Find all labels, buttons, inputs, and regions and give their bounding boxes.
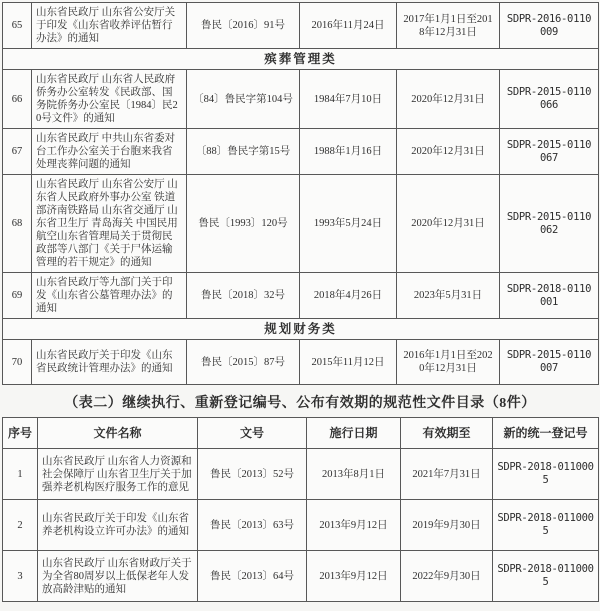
- cell-valid-until: 2017年1月1日至2018年12月31日: [397, 3, 500, 49]
- cell-valid-until: 2022年9月30日: [401, 551, 493, 602]
- column-header-valid: 有效期至: [401, 418, 493, 449]
- cell-document-number: 鲁民〔2013〕64号: [198, 551, 307, 602]
- column-header-date: 施行日期: [307, 418, 401, 449]
- table-row: [3, 70, 599, 129]
- category-section-row: [3, 49, 599, 70]
- category-section-label: 规划财务类: [3, 319, 599, 340]
- cell-registration-number: SDPR-2018-0110001: [500, 273, 599, 319]
- cell-valid-until: 2016年1月1日至2020年12月31日: [397, 340, 500, 385]
- cell-document-number: 鲁民〔1993〕120号: [187, 175, 300, 273]
- column-header-name: 文件名称: [38, 418, 198, 449]
- table-row: [3, 340, 599, 385]
- category-section-row: [3, 319, 599, 340]
- cell-implementation-date: 2015年11月12日: [300, 340, 397, 385]
- cell-file-name: 山东省民政厅 山东省人力资源和社会保障厅 山东省卫生厅关于加强养老机构医疗服务工作的意见: [38, 449, 198, 500]
- cell-implementation-date: 2018年4月26日: [300, 273, 397, 319]
- cell-valid-until: 2020年12月31日: [397, 175, 500, 273]
- cell-sequence-number: 65: [3, 3, 32, 49]
- cell-registration-number: SDPR-2015-0110067: [500, 129, 599, 175]
- cell-document-number: 鲁民〔2013〕63号: [198, 500, 307, 551]
- cell-registration-number: SDPR-2018-0110005: [493, 500, 599, 551]
- category-section-label: 殡葬管理类: [3, 49, 599, 70]
- cell-sequence-number: 69: [3, 273, 32, 319]
- cell-registration-number: SDPR-2015-0110066: [500, 70, 599, 129]
- cell-registration-number: SDPR-2018-0110005: [493, 551, 599, 602]
- cell-implementation-date: 2013年9月12日: [307, 500, 401, 551]
- cell-file-name: 山东省民政厅关于印发《山东省养老机构设立许可办法》的通知: [38, 500, 198, 551]
- cell-file-name: 山东省民政厅 山东省公安厅关于印发《山东省收养评估暂行办法》的通知: [32, 3, 187, 49]
- table2-renewed-registration-files-table: [2, 417, 599, 602]
- cell-registration-number: SDPR-2018-0110005: [493, 449, 599, 500]
- column-header-doc: 文号: [198, 418, 307, 449]
- cell-registration-number: SDPR-2016-0110009: [500, 3, 599, 49]
- table-row: [3, 129, 599, 175]
- cell-sequence-number: 66: [3, 70, 32, 129]
- cell-registration-number: SDPR-2015-0110062: [500, 175, 599, 273]
- cell-valid-until: 2020年12月31日: [397, 129, 500, 175]
- table-header-row: [3, 418, 599, 449]
- cell-document-number: 鲁民〔2018〕32号: [187, 273, 300, 319]
- table-row: [3, 500, 599, 551]
- table2-title: （表二）继续执行、重新登记编号、公布有效期的规范性文件目录（8件）: [64, 396, 536, 411]
- cell-implementation-date: 2013年9月12日: [307, 551, 401, 602]
- cell-registration-number: SDPR-2015-0110007: [500, 340, 599, 385]
- cell-valid-until: 2021年7月31日: [401, 449, 493, 500]
- cell-file-name: 山东省民政厅关于印发《山东省民政统计管理办法》的通知: [32, 340, 187, 385]
- table-row: [3, 3, 599, 49]
- cell-valid-until: 2023年5月31日: [397, 273, 500, 319]
- cell-document-number: 〔84〕鲁民字第104号: [187, 70, 300, 129]
- cell-sequence-number: 2: [3, 500, 38, 551]
- cell-file-name: 山东省民政厅 山东省公安厅 山东省人民政府外事办公室 铁道部济南铁路局 山东省交通厅 山东省卫生厅 青岛海关 中国民用航空山东省管理局关于贯彻民政部等八部门《关于尸体运输管理的若干规定》的通知: [32, 175, 187, 273]
- cell-sequence-number: 1: [3, 449, 38, 500]
- cell-file-name: 山东省民政厅 山东省财政厅关于为全省80周岁以上低保老年人发放高龄津贴的通知: [38, 551, 198, 602]
- cell-document-number: 鲁民〔2015〕87号: [187, 340, 300, 385]
- cell-document-number: 〔88〕鲁民字第15号: [187, 129, 300, 175]
- cell-sequence-number: 3: [3, 551, 38, 602]
- cell-sequence-number: 67: [3, 129, 32, 175]
- column-header-no: 序号: [3, 418, 38, 449]
- table-row: [3, 273, 599, 319]
- cell-file-name: 山东省民政厅等九部门关于印发《山东省公墓管理办法》的通知: [32, 273, 187, 319]
- table-row: [3, 449, 599, 500]
- cell-valid-until: 2019年9月30日: [401, 500, 493, 551]
- column-header-reg: 新的统一登记号: [493, 418, 599, 449]
- cell-document-number: 鲁民〔2016〕91号: [187, 3, 300, 49]
- cell-implementation-date: 1988年1月16日: [300, 129, 397, 175]
- cell-implementation-date: 1993年5月24日: [300, 175, 397, 273]
- cell-valid-until: 2020年12月31日: [397, 70, 500, 129]
- cell-implementation-date: 2013年8月1日: [307, 449, 401, 500]
- cell-sequence-number: 68: [3, 175, 32, 273]
- cell-sequence-number: 70: [3, 340, 32, 385]
- cell-implementation-date: 1984年7月10日: [300, 70, 397, 129]
- table-row: [3, 175, 599, 273]
- regulatory-files-table-continued: [2, 2, 599, 385]
- cell-file-name: 山东省民政厅 中共山东省委对台工作办公室关于台胞来我省处理丧葬问题的通知: [32, 129, 187, 175]
- table-row: [3, 551, 599, 602]
- cell-document-number: 鲁民〔2013〕52号: [198, 449, 307, 500]
- cell-implementation-date: 2016年11月24日: [300, 3, 397, 49]
- cell-file-name: 山东省民政厅 山东省人民政府侨务办公室转发《民政部、国务院侨务办公室民〔1984〕民20号文件》的通知: [32, 70, 187, 129]
